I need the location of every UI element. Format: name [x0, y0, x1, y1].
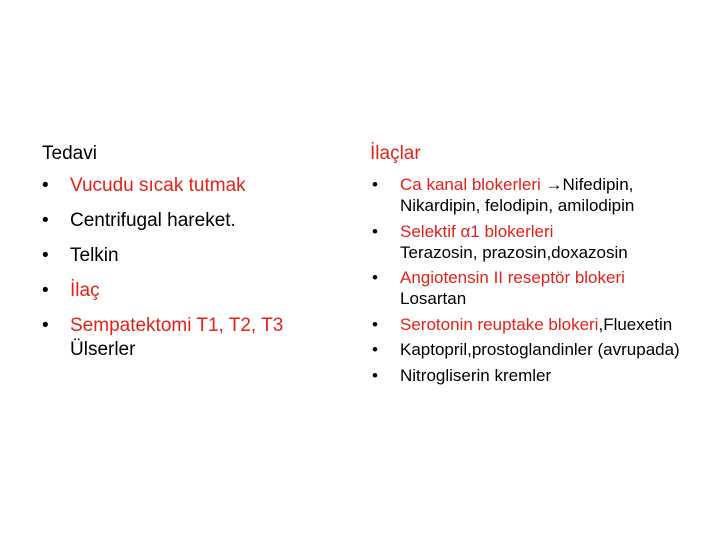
treatment-item-text: Centrifugal hareket. [70, 210, 236, 232]
drug-class-label: Angiotensin II reseptör blokeri [400, 268, 625, 287]
bullet-icon: • [372, 340, 378, 359]
bullet-icon: • [372, 268, 378, 287]
drug-item [370, 221, 710, 263]
bullet-icon: • [42, 175, 49, 196]
treatment-item [42, 314, 342, 361]
drug-examples: Terazosin, prazosin,doxazosin [400, 242, 628, 262]
treatment-item-text: Vucudu sıcak tutmak [70, 175, 246, 196]
drug-item [370, 314, 710, 335]
drug-item [370, 267, 710, 309]
treatment-item-text: Telkin [70, 245, 119, 267]
drug-item [370, 365, 710, 386]
drug-class-label: Serotonin reuptake blokeri [400, 314, 599, 334]
treatment-item [42, 244, 342, 268]
drug-class-label: Selektif α1 blokerleri [400, 221, 554, 241]
bullet-icon: • [372, 314, 378, 334]
drug-examples: Nitrogliserin kremler [400, 365, 552, 385]
bullet-icon: • [42, 210, 49, 232]
bullet-icon: • [372, 175, 378, 194]
drug-examples: Losartan [400, 289, 467, 308]
treatment-item [42, 174, 342, 198]
drug-class-label: Ca kanal blokerleri [400, 175, 546, 194]
tedavi-heading: Tedavi [42, 143, 97, 164]
bullet-icon: • [372, 221, 378, 241]
drug-examples: Kaptopril,prostoglandinler (avrupada) [400, 340, 680, 359]
bullet-icon: • [42, 245, 49, 267]
drug-examples: →Nifedipin, Nikardipin, felodipin, amilodipin [400, 175, 635, 215]
bullet-icon: • [372, 365, 378, 385]
treatment-item-subline: Ülserler [70, 338, 136, 360]
treatment-item [42, 279, 342, 303]
treatment-item-text: İlaç [70, 280, 100, 302]
bullet-icon: • [42, 315, 49, 337]
treatment-list [42, 174, 342, 373]
drug-item [370, 339, 710, 360]
ilaclar-heading: İlaçlar [370, 143, 421, 164]
drug-examples: ,Fluexetin [598, 314, 673, 334]
drug-item [370, 174, 710, 216]
treatment-item-text: Sempatektomi T1, T2, T3 [70, 315, 284, 337]
treatment-item [42, 209, 342, 233]
drug-list [370, 174, 710, 390]
bullet-icon: • [42, 280, 49, 302]
